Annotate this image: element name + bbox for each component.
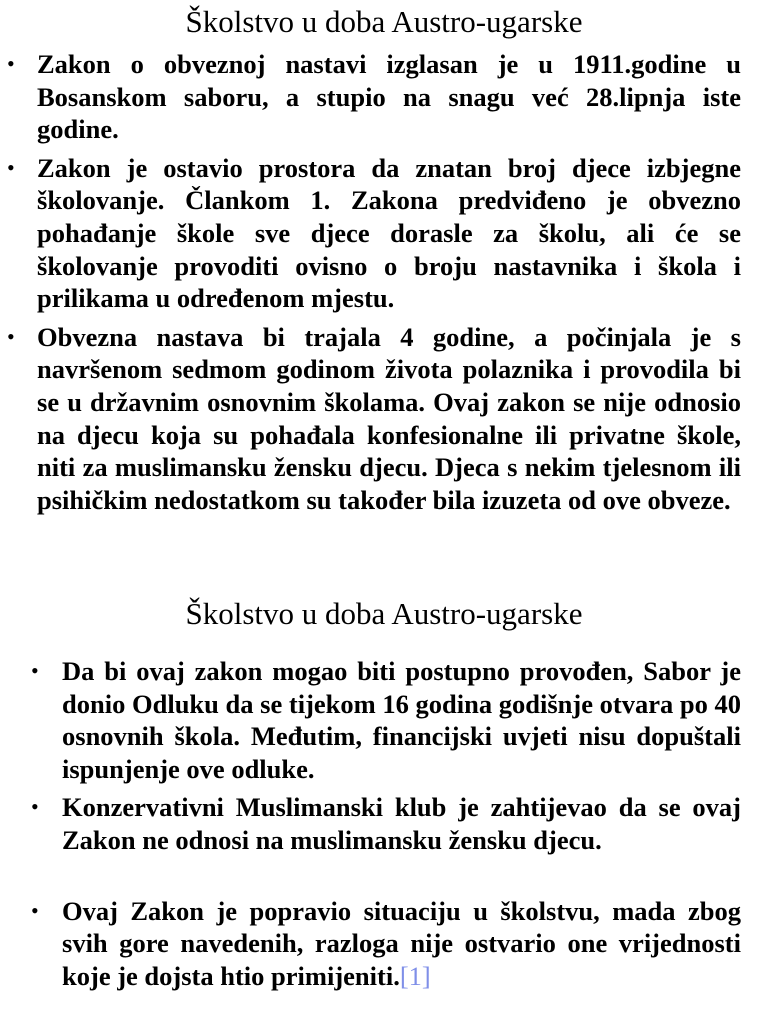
bullet-icon: • [7, 154, 15, 180]
bullet-list-1 [7, 48, 741, 522]
bullet-text: Zakon o obveznoj nastavi izglasan je u 1911.godine u Bosanskom saboru, a stupio na snagu već 28.lipnja iste godine. [37, 49, 741, 145]
bullet-icon: • [31, 794, 39, 820]
bullet-text: Da bi ovaj zakon mogao biti postupno provođen, Sabor je donio Odluku da se tijekom 16 godina godišnje otvara po 40 osnovnih škola. Međutim, financijski uvjeti nisu dopuštali ispunjenje ove odluke. [62, 656, 741, 784]
bullet-icon: • [31, 658, 39, 683]
reference-link[interactable]: [1] [399, 960, 431, 991]
bullet-text: Obvezna nastava bi trajala 4 godine, a počinjala je s navršenom sedmom godinom života polaznika i provodila bi se u državnim osnovnim školama. Ovaj zakon se nije odnosio na djecu koja su pohađala konfesionalne ili privatne škole, niti za muslimansku žensku djecu. Djeca s nekim tjelesnom ili psihičkim nedostatkom su također bila izuzeta od ove obveze. [37, 321, 741, 515]
list-item [7, 152, 741, 315]
bullet-text: Ovaj Zakon je popravio situaciju u školstvu, mada zbog svih gore navedenih, razloga nije ostvario one vrijednosti koje je dojsta htio primijeniti. [62, 895, 741, 991]
bullet-list-2 [31, 655, 741, 998]
bullet-icon: • [31, 897, 39, 923]
list-item [7, 48, 741, 146]
bullet-text: Konzervativni Muslimanski klub je zahtijevao da se ovaj Zakon ne odnosi na muslimansku žensku djecu. [62, 792, 741, 855]
list-item [31, 655, 741, 785]
bullet-text: Zakon je ostavio prostora da znatan broj djece izbjegne školovanje. Člankom 1. Zakona predviđeno je obvezno pohađanje škole sve djece dorasle za školu, ali će se školovanje provoditi ovisno o broju nastavnika i škola i prilikama u određenom mjestu. [37, 152, 741, 314]
bullet-text-with-reference [62, 895, 741, 993]
list-item [31, 895, 741, 993]
bullet-icon: • [7, 51, 15, 76]
list-item [7, 321, 741, 517]
section-title-2: Školstvo u doba Austro-ugarske [185, 596, 583, 631]
bullet-icon: • [7, 323, 15, 349]
list-item [31, 791, 741, 856]
section-title-1: Školstvo u doba Austro-ugarske [185, 4, 583, 39]
